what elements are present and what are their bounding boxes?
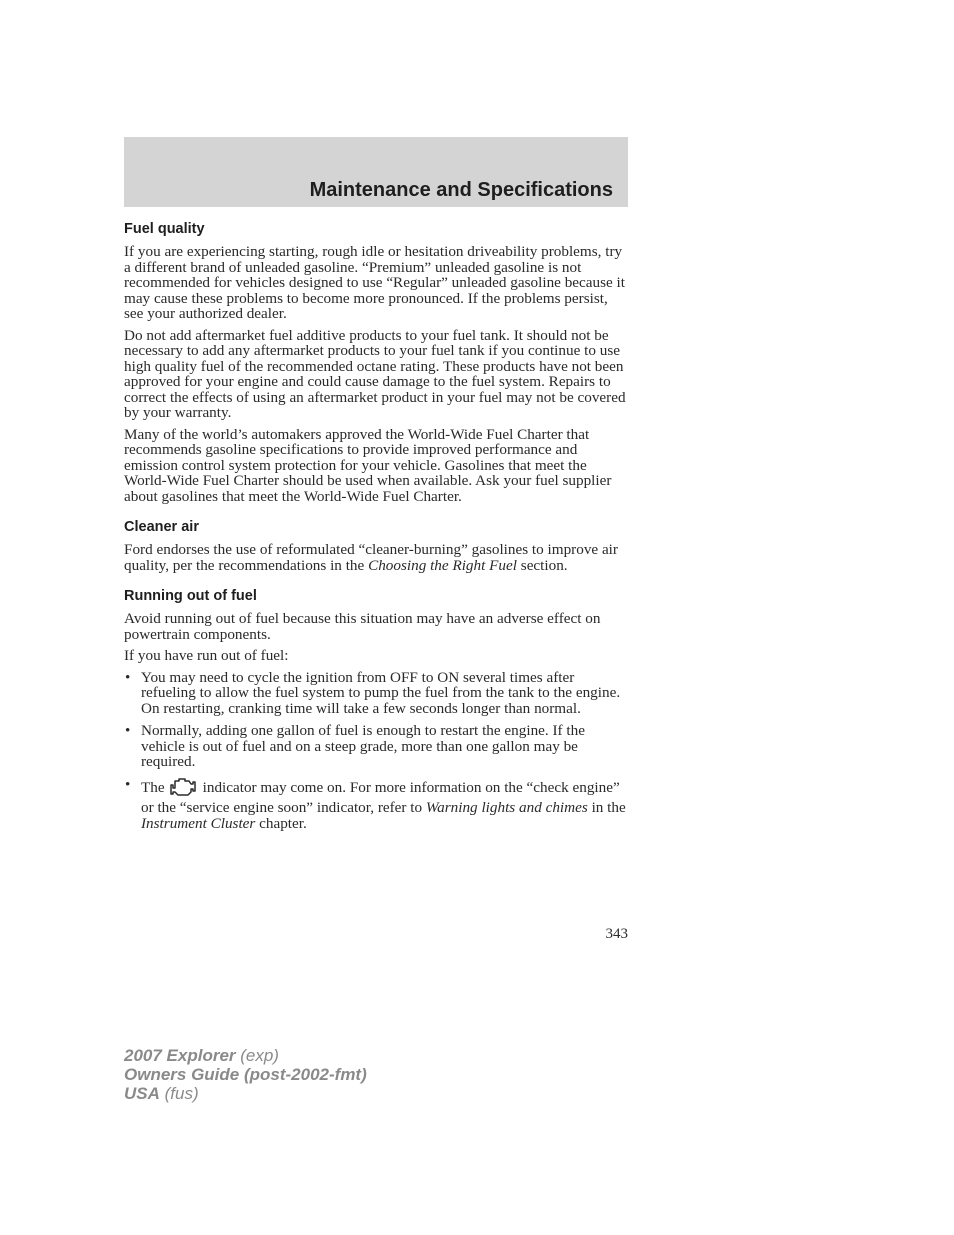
footer-guide: Owners Guide (post-2002-fmt) bbox=[124, 1065, 367, 1084]
section-title: Maintenance and Specifications bbox=[309, 179, 613, 201]
document-footer bbox=[124, 1046, 367, 1103]
footer-line-3 bbox=[124, 1084, 367, 1103]
cleaner-air-text: Ford endorses the use of reformulated “cleaner-burning” gasolines to improve air quality, per the recommendations in the bbox=[124, 541, 618, 574]
fuel-quality-paragraph-2: Do not add aftermarket fuel additive products to your fuel tank. It should not be necessary to add any aftermarket products to your fuel tank if you continue to use high quality fuel of the recommended octane rating. These products have not been approved for your engine and could cause damage to the fuel system. Repairs to correct the effects of using an aftermarket product in your fuel may not be covered by your warranty. bbox=[124, 326, 626, 421]
list-item-text: Normally, adding one gallon of fuel is enough to restart the engine. If the vehicle is out of fuel and on a steep grade, more than one gallon may be required. bbox=[141, 722, 585, 770]
section-header-band bbox=[124, 137, 628, 207]
page-content bbox=[124, 220, 630, 838]
warning-lights-reference: Warning lights and chimes bbox=[425, 799, 588, 816]
footer-line-2 bbox=[124, 1065, 367, 1084]
instrument-cluster-reference: Instrument Cluster bbox=[141, 814, 256, 832]
list-item-text-start: The bbox=[141, 778, 165, 796]
list-item-text: indicator may come on. For more information on the “check engine” or the “service engine soon” indicator, refer to bbox=[141, 778, 620, 816]
list-item-text-end: chapter. bbox=[255, 814, 307, 832]
cleaner-air-paragraph bbox=[124, 542, 630, 573]
list-item bbox=[124, 670, 630, 717]
cleaner-air-text-end: section. bbox=[516, 556, 568, 574]
running-out-section bbox=[124, 587, 630, 831]
list-item-text: in the bbox=[587, 799, 626, 816]
page-number: 343 bbox=[605, 926, 628, 942]
footer-region: USA bbox=[124, 1084, 160, 1103]
check-engine-icon bbox=[169, 777, 197, 801]
cleaner-air-heading: Cleaner air bbox=[124, 519, 199, 535]
running-out-paragraph-1: Avoid running out of fuel because this situation may have an adverse effect on powertrain components. bbox=[124, 610, 601, 643]
footer-model-code: (exp) bbox=[235, 1046, 279, 1065]
list-item bbox=[124, 777, 630, 832]
footer-line-1 bbox=[124, 1046, 367, 1065]
bullet-glyph: • bbox=[125, 668, 131, 686]
choosing-fuel-reference: Choosing the Right Fuel bbox=[368, 556, 517, 574]
running-out-list bbox=[124, 670, 630, 832]
fuel-quality-paragraph-3: Many of the world’s automakers approved the World-Wide Fuel Charter that recommends gasoline specifications to provide improved performance and emission control system protection for your vehicle. Gasolines that meet the World-Wide Fuel Charter should be used when available. Ask your fuel supplier about gasolines that meet the World-Wide Fuel Charter. bbox=[124, 425, 612, 505]
cleaner-air-section bbox=[124, 518, 630, 573]
bullet-glyph: • bbox=[125, 722, 131, 739]
running-out-heading: Running out of fuel bbox=[124, 588, 257, 604]
footer-region-code: (fus) bbox=[159, 1084, 199, 1103]
list-item bbox=[124, 723, 630, 770]
running-out-paragraph-2: If you have run out of fuel: bbox=[124, 647, 289, 664]
list-item-text: You may need to cycle the ignition from OFF to ON several times after refueling to allow the fuel system to pump the fuel from the tank to the engine. On restarting, cranking time will take a few seconds longer than normal. bbox=[141, 668, 621, 717]
bullet-glyph: • bbox=[125, 775, 131, 793]
footer-model: 2007 Explorer bbox=[124, 1046, 236, 1065]
fuel-quality-paragraph-1: If you are experiencing starting, rough idle or hesitation driveability problems, try a different brand of unleaded gasoline. “Premium” unleaded gasoline is not recommended for vehicles designed to use “Regular” unleaded gasoline because it may cause these problems to become more pronounced. If the problems persist, see your authorized dealer. bbox=[124, 243, 625, 322]
fuel-quality-heading: Fuel quality bbox=[124, 221, 205, 237]
fuel-quality-section bbox=[124, 220, 630, 504]
